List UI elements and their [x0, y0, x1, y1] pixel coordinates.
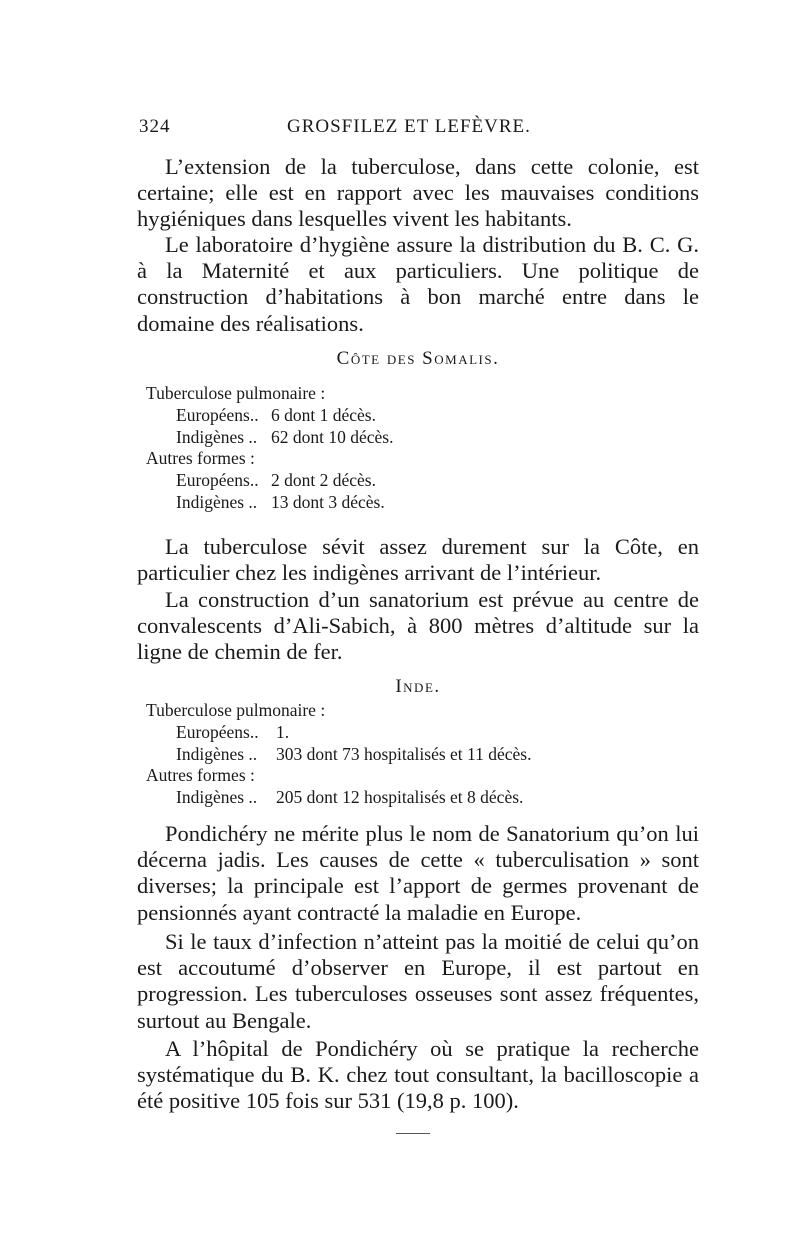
stats-row [146, 744, 532, 766]
stats-row-value: 1. [276, 721, 290, 742]
stats-group-label: Autres formes : [146, 765, 255, 786]
stats-row-label: Indigènes .. [176, 426, 258, 447]
page-number: 324 [139, 116, 171, 137]
inde-paragraph-1: Pondichéry ne mérite plus le nom de Sanatorium qu’on lui décerna jadis. Les causes de cette « tuberculisation » sont diverses; la principale est l’apport de germes provenant de pensionnés ayant contracté la maladie en Europe. [137, 821, 699, 925]
stats-row-value: 303 dont 73 hospitalisés et 11 décès. [276, 743, 532, 764]
stats-group-label: Tuberculose pulmonaire : [146, 700, 326, 720]
intro-paragraph-2: Le laboratoire d’hygiène assure la distribution du B. C. G. à la Maternité et aux particuliers. Une politique de construction d’habitations à bon marché entre dans le domaine des réalisations. [137, 232, 699, 336]
stats-row-label: Indigènes .. [176, 491, 258, 512]
stats-group-label: Autres formes : [146, 448, 255, 469]
section-heading-inde: Inde. [395, 676, 441, 697]
stats-row [146, 722, 532, 744]
stats-row [146, 427, 393, 449]
stats-row-value: 13 dont 3 décès. [271, 491, 385, 512]
stats-row-label: Européens.. [176, 470, 259, 491]
section-heading-cote: Côte des Somalis. [336, 348, 500, 369]
inde-paragraph-3: A l’hôpital de Pondichéry où se pratique la recherche systématique du B. K. chez tout consultant, la bacilloscopie a été positive 105 fois sur 531 (19,8 p. 100). [137, 1036, 699, 1114]
stats-row [146, 405, 393, 427]
inde-paragraph-2: Si le taux d’infection n’atteint pas la moitié de celui qu’on est accoutumé d’observer en Europe, il est partout en progression. Les tuberculoses osseuses sont assez fréquentes, surtout au Bengale. [137, 929, 699, 1033]
stats-group-label: Tuberculose pulmonaire : [146, 383, 326, 403]
running-title: GROSFILEZ ET LEFÈVRE. [287, 116, 531, 137]
end-rule [396, 1133, 430, 1134]
stats-row [146, 787, 532, 809]
cote-paragraph-2: La construction d’un sanatorium est prévue au centre de convalescents d’Ali-Sabich, à 800 mètres d’altitude sur la ligne de chemin de fer. [137, 587, 699, 665]
stats-row-value: 62 dont 10 décès. [271, 426, 394, 447]
stats-row-label: Indigènes .. [176, 787, 258, 808]
stats-row-value: 6 dont 1 décès. [271, 404, 376, 425]
stats-inde [146, 700, 532, 809]
stats-row-label: Européens.. [176, 721, 259, 742]
stats-row-label: Européens.. [176, 404, 259, 425]
running-header [139, 116, 699, 146]
stats-row-label: Indigènes .. [176, 743, 258, 764]
stats-row-value: 205 dont 12 hospitalisés et 8 décès. [276, 787, 524, 808]
stats-row [146, 492, 393, 514]
stats-row-value: 2 dont 2 décès. [271, 470, 376, 491]
intro-paragraph-1: L’extension de la tuberculose, dans cette colonie, est certaine; elle est en rapport avec les mauvaises conditions hygiéniques dans lesquelles vivent les habitants. [137, 154, 699, 232]
stats-row [146, 470, 393, 492]
cote-paragraph-1: La tuberculose sévit assez durement sur la Côte, en particulier chez les indigènes arrivant de l’intérieur. [137, 534, 699, 586]
stats-cote [146, 383, 393, 514]
